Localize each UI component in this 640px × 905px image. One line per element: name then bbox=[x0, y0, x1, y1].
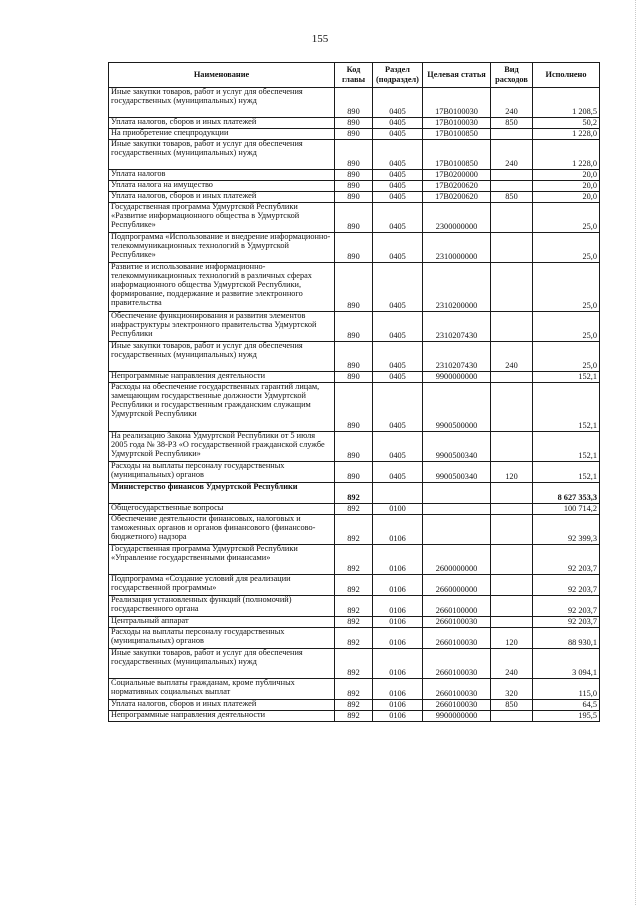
row-type-cell: 850 bbox=[491, 118, 533, 129]
row-article-cell: 9900000000 bbox=[423, 711, 491, 722]
row-article-cell bbox=[423, 504, 491, 515]
row-code-cell: 890 bbox=[335, 233, 373, 263]
row-code-cell: 890 bbox=[335, 462, 373, 483]
row-article-cell: 2310000000 bbox=[423, 233, 491, 263]
row-code-cell: 892 bbox=[335, 483, 373, 504]
row-type-cell bbox=[491, 129, 533, 140]
row-code-cell: 890 bbox=[335, 118, 373, 129]
row-name-cell: Иные закупки товаров, работ и услуг для обеспечения государственных (муниципальных) нужд bbox=[109, 140, 335, 170]
row-code-cell: 890 bbox=[335, 372, 373, 383]
table-row bbox=[109, 432, 600, 462]
table-row bbox=[109, 628, 600, 649]
row-article-cell: 17В0100030 bbox=[423, 88, 491, 118]
row-section-cell: 0106 bbox=[373, 711, 423, 722]
row-amount-cell: 20,0 bbox=[533, 181, 600, 192]
row-name-cell: Подпрограмма «Создание условий для реализации государственной программы» bbox=[109, 575, 335, 596]
row-name-cell: На реализацию Закона Удмуртской Республики от 5 июля 2005 года № 38-РЗ «О государственной гражданской службе Удмуртской Республики» bbox=[109, 432, 335, 462]
row-amount-cell: 1 228,0 bbox=[533, 129, 600, 140]
table-row bbox=[109, 515, 600, 545]
row-code-cell: 892 bbox=[335, 504, 373, 515]
row-section-cell: 0405 bbox=[373, 140, 423, 170]
row-amount-cell: 8 627 353,3 bbox=[533, 483, 600, 504]
row-amount-cell: 20,0 bbox=[533, 192, 600, 203]
row-name-cell: Обеспечение функционирования и развития элементов инфраструктуры электронного правительства Удмуртской Республики bbox=[109, 312, 335, 342]
table-row bbox=[109, 88, 600, 118]
row-section-cell: 0405 bbox=[373, 372, 423, 383]
row-name-cell: Обеспечение деятельности финансовых, налоговых и таможенных органов и органов финансового (финансово-бюджетного) надзора bbox=[109, 515, 335, 545]
row-code-cell: 890 bbox=[335, 263, 373, 312]
table-row bbox=[109, 504, 600, 515]
row-article-cell: 2310207430 bbox=[423, 342, 491, 372]
row-type-cell bbox=[491, 545, 533, 575]
row-name-cell: На приобретение спецпродукции bbox=[109, 129, 335, 140]
row-article-cell: 17В0100030 bbox=[423, 118, 491, 129]
table-row bbox=[109, 312, 600, 342]
row-amount-cell: 25,0 bbox=[533, 312, 600, 342]
row-code-cell: 890 bbox=[335, 170, 373, 181]
row-section-cell: 0405 bbox=[373, 342, 423, 372]
table-row bbox=[109, 596, 600, 617]
row-section-cell: 0405 bbox=[373, 203, 423, 233]
row-article-cell: 2660100030 bbox=[423, 679, 491, 700]
row-amount-cell: 25,0 bbox=[533, 203, 600, 233]
row-type-cell: 850 bbox=[491, 192, 533, 203]
row-amount-cell: 25,0 bbox=[533, 263, 600, 312]
row-code-cell: 890 bbox=[335, 383, 373, 432]
row-section-cell: 0100 bbox=[373, 504, 423, 515]
table-row bbox=[109, 545, 600, 575]
table-row bbox=[109, 140, 600, 170]
row-amount-cell: 100 714,2 bbox=[533, 504, 600, 515]
table-row bbox=[109, 679, 600, 700]
row-article-cell: 2660100030 bbox=[423, 649, 491, 679]
table-row bbox=[109, 170, 600, 181]
row-section-cell: 0405 bbox=[373, 88, 423, 118]
row-amount-cell: 92 399,3 bbox=[533, 515, 600, 545]
row-type-cell: 320 bbox=[491, 679, 533, 700]
row-section-cell: 0106 bbox=[373, 679, 423, 700]
row-code-cell: 890 bbox=[335, 192, 373, 203]
row-section-cell: 0405 bbox=[373, 462, 423, 483]
row-name-cell: Непрограммные направления деятельности bbox=[109, 711, 335, 722]
row-article-cell: 9900500000 bbox=[423, 383, 491, 432]
row-name-cell: Расходы на выплаты персоналу государственных (муниципальных) органов bbox=[109, 462, 335, 483]
row-name-cell: Иные закупки товаров, работ и услуг для обеспечения государственных (муниципальных) нужд bbox=[109, 342, 335, 372]
row-amount-cell: 152,1 bbox=[533, 383, 600, 432]
row-section-cell: 0405 bbox=[373, 432, 423, 462]
row-article-cell: 2660000000 bbox=[423, 575, 491, 596]
row-type-cell bbox=[491, 432, 533, 462]
row-amount-cell: 64,5 bbox=[533, 700, 600, 711]
row-code-cell: 892 bbox=[335, 679, 373, 700]
row-article-cell: 9900500340 bbox=[423, 432, 491, 462]
row-name-cell: Государственная программа Удмуртской Республики «Управление государственными финансами» bbox=[109, 545, 335, 575]
row-amount-cell: 152,1 bbox=[533, 462, 600, 483]
row-section-cell: 0405 bbox=[373, 129, 423, 140]
row-code-cell: 890 bbox=[335, 140, 373, 170]
column-header-name: Наименование bbox=[109, 63, 335, 88]
row-section-cell: 0405 bbox=[373, 233, 423, 263]
row-amount-cell: 25,0 bbox=[533, 342, 600, 372]
row-code-cell: 890 bbox=[335, 203, 373, 233]
table-row bbox=[109, 342, 600, 372]
row-article-cell: 2600000000 bbox=[423, 545, 491, 575]
row-name-cell: Государственная программа Удмуртской Республики «Развитие информационного общества в Удмуртской Республике» bbox=[109, 203, 335, 233]
row-name-cell: Подпрограмма «Использование и внедрение информационно-телекоммуникационных технологий в Удмуртской Республике» bbox=[109, 233, 335, 263]
row-type-cell bbox=[491, 372, 533, 383]
row-article-cell: 17В0100850 bbox=[423, 140, 491, 170]
row-code-cell: 892 bbox=[335, 515, 373, 545]
row-code-cell: 890 bbox=[335, 88, 373, 118]
row-article-cell: 2660100030 bbox=[423, 617, 491, 628]
page-edge-marks bbox=[632, 0, 636, 905]
row-article-cell: 17В0200620 bbox=[423, 192, 491, 203]
row-name-cell: Иные закупки товаров, работ и услуг для обеспечения государственных (муниципальных) нужд bbox=[109, 88, 335, 118]
row-article-cell: 2310207430 bbox=[423, 312, 491, 342]
table-row bbox=[109, 233, 600, 263]
row-type-cell bbox=[491, 263, 533, 312]
row-type-cell bbox=[491, 617, 533, 628]
row-name-cell: Развитие и использование информационно-телекоммуникационных технологий в различных сферах информационного общества Удмуртской Республики, формирование, поддержание и развитие электронного правительства bbox=[109, 263, 335, 312]
row-name-cell: Уплата налогов bbox=[109, 170, 335, 181]
row-name-cell: Иные закупки товаров, работ и услуг для обеспечения государственных (муниципальных) нужд bbox=[109, 649, 335, 679]
row-type-cell: 120 bbox=[491, 628, 533, 649]
row-section-cell: 0106 bbox=[373, 545, 423, 575]
row-code-cell: 890 bbox=[335, 181, 373, 192]
row-section-cell: 0405 bbox=[373, 312, 423, 342]
row-amount-cell: 115,0 bbox=[533, 679, 600, 700]
column-header-section: Раздел (подраздел) bbox=[373, 63, 423, 88]
row-amount-cell: 3 094,1 bbox=[533, 649, 600, 679]
row-article-cell: 2300000000 bbox=[423, 203, 491, 233]
table-row bbox=[109, 192, 600, 203]
row-type-cell bbox=[491, 181, 533, 192]
row-name-cell: Уплата налогов, сборов и иных платежей bbox=[109, 700, 335, 711]
table-row bbox=[109, 649, 600, 679]
row-code-cell: 890 bbox=[335, 312, 373, 342]
row-type-cell bbox=[491, 312, 533, 342]
row-section-cell: 0106 bbox=[373, 596, 423, 617]
table-row bbox=[109, 575, 600, 596]
table-body bbox=[109, 88, 600, 722]
row-name-cell: Общегосударственные вопросы bbox=[109, 504, 335, 515]
row-section-cell: 0405 bbox=[373, 263, 423, 312]
row-amount-cell: 195,5 bbox=[533, 711, 600, 722]
page-number: 155 bbox=[311, 33, 329, 45]
row-code-cell: 892 bbox=[335, 617, 373, 628]
row-amount-cell: 92 203,7 bbox=[533, 545, 600, 575]
row-section-cell: 0106 bbox=[373, 515, 423, 545]
row-type-cell bbox=[491, 504, 533, 515]
budget-execution-table bbox=[108, 62, 600, 722]
row-code-cell: 892 bbox=[335, 700, 373, 711]
column-header-code: Код главы bbox=[335, 63, 373, 88]
row-name-cell: Расходы на выплаты персоналу государственных (муниципальных) органов bbox=[109, 628, 335, 649]
row-section-cell bbox=[373, 483, 423, 504]
row-type-cell bbox=[491, 203, 533, 233]
row-name-cell: Непрограммные направления деятельности bbox=[109, 372, 335, 383]
row-section-cell: 0106 bbox=[373, 628, 423, 649]
row-type-cell bbox=[491, 483, 533, 504]
row-section-cell: 0405 bbox=[373, 383, 423, 432]
table-row bbox=[109, 617, 600, 628]
row-name-cell: Реализация установленных функций (полномочий) государственного органа bbox=[109, 596, 335, 617]
row-amount-cell: 92 203,7 bbox=[533, 617, 600, 628]
table-row bbox=[109, 181, 600, 192]
row-type-cell: 850 bbox=[491, 700, 533, 711]
row-type-cell bbox=[491, 711, 533, 722]
table-row bbox=[109, 700, 600, 711]
row-name-cell: Центральный аппарат bbox=[109, 617, 335, 628]
row-code-cell: 892 bbox=[335, 545, 373, 575]
row-type-cell bbox=[491, 515, 533, 545]
column-header-expense-type: Вид расходов bbox=[491, 63, 533, 88]
row-type-cell: 240 bbox=[491, 140, 533, 170]
row-name-cell: Уплата налогов, сборов и иных платежей bbox=[109, 192, 335, 203]
table-row bbox=[109, 263, 600, 312]
row-code-cell: 892 bbox=[335, 711, 373, 722]
row-amount-cell: 25,0 bbox=[533, 233, 600, 263]
row-code-cell: 892 bbox=[335, 649, 373, 679]
row-type-cell: 120 bbox=[491, 462, 533, 483]
row-code-cell: 890 bbox=[335, 129, 373, 140]
row-type-cell: 240 bbox=[491, 649, 533, 679]
row-name-cell: Уплата налога на имущество bbox=[109, 181, 335, 192]
row-type-cell bbox=[491, 575, 533, 596]
row-section-cell: 0106 bbox=[373, 700, 423, 711]
column-header-article: Целевая статья bbox=[423, 63, 491, 88]
row-article-cell: 17В0200000 bbox=[423, 170, 491, 181]
row-article-cell bbox=[423, 515, 491, 545]
table-row bbox=[109, 483, 600, 504]
row-code-cell: 890 bbox=[335, 432, 373, 462]
row-article-cell: 2660100030 bbox=[423, 628, 491, 649]
column-header-executed: Исполнено bbox=[533, 63, 600, 88]
row-article-cell: 17В0200620 bbox=[423, 181, 491, 192]
row-amount-cell: 20,0 bbox=[533, 170, 600, 181]
row-article-cell: 9900000000 bbox=[423, 372, 491, 383]
row-name-cell: Расходы на обеспечение государственных гарантий лицам, замещающим государственные должности Удмуртской Республики и государственным гражданским служащим Удмуртской Республики bbox=[109, 383, 335, 432]
row-amount-cell: 92 203,7 bbox=[533, 596, 600, 617]
table-row bbox=[109, 462, 600, 483]
row-section-cell: 0106 bbox=[373, 575, 423, 596]
row-type-cell: 240 bbox=[491, 88, 533, 118]
row-code-cell: 892 bbox=[335, 575, 373, 596]
row-name-cell: Министерство финансов Удмуртской Республики bbox=[109, 483, 335, 504]
row-name-cell: Уплата налогов, сборов и иных платежей bbox=[109, 118, 335, 129]
table-row bbox=[109, 129, 600, 140]
row-section-cell: 0106 bbox=[373, 617, 423, 628]
table-row bbox=[109, 372, 600, 383]
header-row bbox=[109, 63, 600, 88]
row-amount-cell: 152,1 bbox=[533, 372, 600, 383]
row-article-cell: 2310200000 bbox=[423, 263, 491, 312]
row-amount-cell: 1 228,0 bbox=[533, 140, 600, 170]
row-article-cell bbox=[423, 483, 491, 504]
row-article-cell: 2660100000 bbox=[423, 596, 491, 617]
row-section-cell: 0405 bbox=[373, 118, 423, 129]
row-section-cell: 0405 bbox=[373, 181, 423, 192]
row-article-cell: 17В0100850 bbox=[423, 129, 491, 140]
row-article-cell: 2660100030 bbox=[423, 700, 491, 711]
row-type-cell bbox=[491, 170, 533, 181]
row-name-cell: Социальные выплаты гражданам, кроме публичных нормативных социальных выплат bbox=[109, 679, 335, 700]
row-amount-cell: 152,1 bbox=[533, 432, 600, 462]
table-row bbox=[109, 711, 600, 722]
table-header bbox=[109, 63, 600, 88]
row-amount-cell: 50,2 bbox=[533, 118, 600, 129]
row-amount-cell: 88 930,1 bbox=[533, 628, 600, 649]
row-code-cell: 892 bbox=[335, 628, 373, 649]
row-section-cell: 0106 bbox=[373, 649, 423, 679]
table-row bbox=[109, 118, 600, 129]
row-type-cell bbox=[491, 383, 533, 432]
table-row bbox=[109, 203, 600, 233]
row-type-cell bbox=[491, 596, 533, 617]
table-row bbox=[109, 383, 600, 432]
row-amount-cell: 92 203,7 bbox=[533, 575, 600, 596]
row-amount-cell: 1 208,5 bbox=[533, 88, 600, 118]
row-type-cell: 240 bbox=[491, 342, 533, 372]
row-section-cell: 0405 bbox=[373, 192, 423, 203]
row-code-cell: 890 bbox=[335, 342, 373, 372]
row-type-cell bbox=[491, 233, 533, 263]
row-section-cell: 0405 bbox=[373, 170, 423, 181]
row-code-cell: 892 bbox=[335, 596, 373, 617]
row-article-cell: 9900500340 bbox=[423, 462, 491, 483]
